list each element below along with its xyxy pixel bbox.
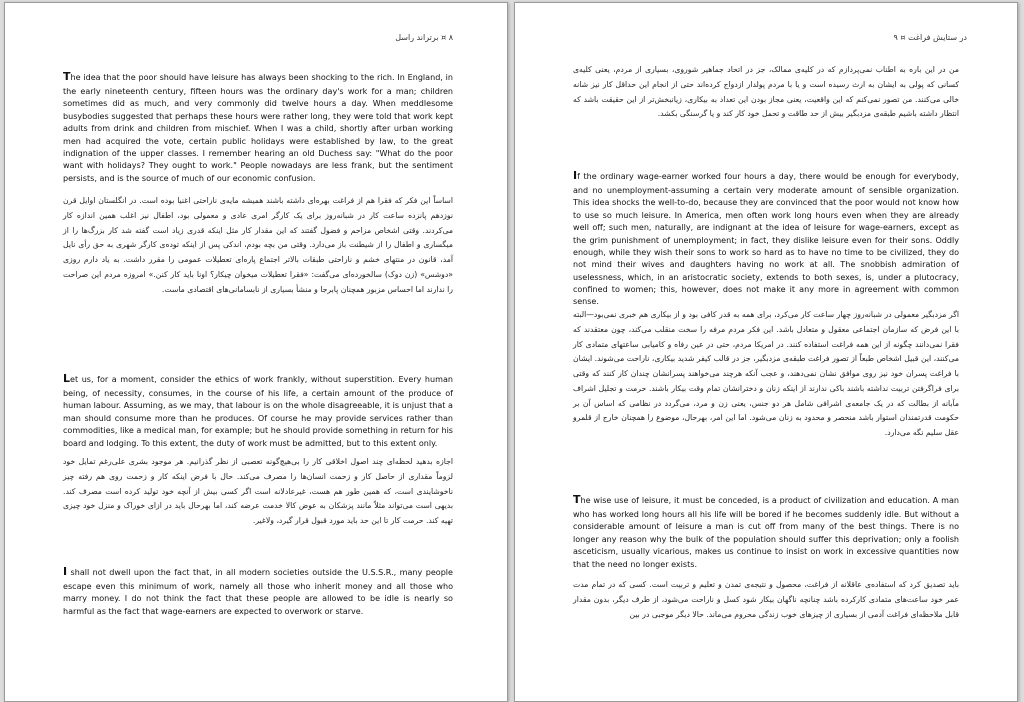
persian-paragraph: اساساً این فکر که فقرا هم از فراغت بهره‌ای داشته باشند همیشه مایه‌ی ناراحتی اغنیا بوده است. در انگلستان اوایل قرن نوزدهم پانزده ساعت کار در شبانه‌روز برای یک کارگر امری عادی و معمولی بود، اطفال نیز اغلب همین اندازه کار می‌کردند. وقتی اشخاص مزاحم و فضول گفتند که این مقدار کار مثل اینکه قدری زیاد است گفته شد کار بزرگ‌ها را از میگساری و اطفال را از شیطنت باز می‌دارد. وقتی من بچه بودم، اندکی پس از اینکه توده‌ی کارگر شهری به حق رأی نایل آمد، قانون در منتهای خشم و ناراحتی طبقات بالاتر اجتماع پاره‌ای تعطیلات عمومی را مقرر داشت. به یاد دارم روزی «دوشس» (زن دوک) سالخورده‌ای می‌گفت: «فقرا تعطیلات میخوان چیکار؟ اونا باید کار کنن.» امروزه مردم این صراحت را ندارند اما احساس مزبور همچنان پابرجا و منشأ بسیاری از نابسامانی‌های اقتصادی ماست. (63, 196, 453, 294)
paragraph-text: et us, for a moment, consider the ethics of work frankly, without superstition. Every human being, of necessity, consumes, in the course of his life, a certain amount of the produce of human labour. Assuming, as we may, that labour is on the whole disagreeable, it is unjust that a man should consume more than he produces. Of course he may provide services rather than commodities, like a medical man, for example; but he should provide something in return for his board and lodging. To this extent, the duty of work must be admitted, but to this extent only. (63, 375, 453, 448)
persian-paragraph: من در این باره به اطناب نمی‌پردازم که در کلیه‌ی ممالک، جز در اتحاد جماهیر شوروی، بسیاری از مردم، یعنی کلیه‌ی کسانی که پولی به ایشان به ارث رسیده است و یا با مردم پولدار ازدواج کرده‌اند حتی از انجام این حداقل کار نیز شانه خالی می‌کنند. من تصور نمی‌کنم که این واقعیت، یعنی مجاز بودن این تعداد به بیکاری، زیانبخش‌تر از این حقیقت باشد که انتظار داشته باشیم طبقه‌ی مزدبگیر بیش از حد طاقت و تحمل خود کار کند و یا گرسنگی بکشد. (573, 65, 959, 119)
english-paragraph (63, 69, 453, 185)
english-paragraph (63, 371, 453, 450)
paragraph-text: he idea that the poor should have leisure has always been shocking to the rich. In England, in the early nineteenth century, fifteen hours was the ordinary day's work for a man; children sometimes did as much, and very commonly did twelve hours a day. When meddlesome busybodies suggested that perhaps these hours were rather long, they were told that work kept adults from drink and children from mischief. When I was a child, shortly after urban working men had acquired the vote, certain public holidays were established by law, to the great indignation of the upper classes. I remember hearing an old Duchess say: "What do the poor want with holidays? They ought to work." People nowadays are less frank, but the sentiment persists, and is the source of much of our economic confusion. (63, 73, 453, 183)
english-paragraph (573, 492, 959, 571)
persian-paragraph: اجازه بدهید لحظه‌ای چند اصول اخلاقی کار را بی‌هیچ‌گونه تعصبی از نظر گذرانیم. هر موجود بشری علی‌رغم تمایل خود لزوماً مقداری از حاصل کار و زحمت انسان‌ها را مصرف می‌کند. حال با فرض اینکه کار و زحمت روی هم رفته چیز ناخوشایندی است، که همین طور هم هست، غیرعادلانه است اگر کسی بیش از آنچه خود تولید کرده است مصرف کند. بدیهی است می‌تواند مثلاً مانند پزشکان به عوض کالا خدمت عرضه کند، اما بهرحال باید در ازای خوراک و منزل خود چیزی تهیه کند. حرمت کار تا این حد باید مورد قبول قرار گیرد، ولاغیر. (63, 457, 453, 526)
drop-cap: T (63, 70, 71, 83)
left-page (4, 2, 508, 702)
drop-cap: T (573, 493, 581, 506)
paragraph-text: shall not dwell upon the fact that, in all modern societies outside the U.S.S.R., many people escape even this minimum of work, namely all those who inherit money and all those who marry money. I do not think the fact that these people are allowed to be idle is nearly so harmful as the fact that wage-earners are expected to overwork or starve. (63, 568, 453, 616)
right-page (514, 2, 1018, 702)
paragraph-text: he wise use of leisure, it must be conceded, is a product of civilization and education. A man who has worked long hours all his life will be bored if he becomes suddenly idle. But without a considerable amount of leisure a man is cut off from many of the best things. There is no longer any reason why the bulk of the population should suffer this deprivation; only a foolish asceticism, usually vicarious, makes us continue to insist on work in excessive quantities now that the need no longer exists. (573, 496, 959, 569)
persian-paragraph: اگر مزدبگیر معمولی در شبانه‌روز چهار ساعت کار می‌کرد، برای همه به قدر کافی بود و از بیکاری هم خبری نمی‌بود—البته با این فرض که سازمان اجتماعی معقول و متعادل باشد. این فکر مردم مرفه را سخت منقلب می‌کند، چون معتقدند که فقرا نمی‌دانند چگونه از این همه فراغت استفاده کنند. در امریکا مردم، حتی در عین رفاه و کامیابی ساعتهای متمادی کار می‌کنند، این قبیل اشخاص طبعاً از تصور فراغت طبقه‌ی مزدبگیر، جز در قالب کیفر شدید بیکاری، ناراحت می‌شوند. ایشان با فراغت پسران خود نیز روی موافق نشان نمی‌دهند، و عجب آنکه هرچند می‌خواهند پسرانشان چندان کار کنند که وقتی برای فراگرفتن تربیت نداشته باشند باکی ندارند از اینکه زنان و دخترانشان تمام وقت بیکار باشند. حرمت و تجلیل اشراف مآبانه از بطالت که در یک جامعه‌ی اشرافی شامل هر دو جنس، یعنی زن و مرد، می‌گردد در نظامی که اساس آن بر حکومت قدرتمندان استوار باشد منحصر و محدود به زنان می‌شود. اما این امر، بهرحال، موضوع را همچنان خارج از قلمرو عقل سلیم نگه می‌دارد. (573, 310, 959, 438)
english-paragraph (573, 168, 959, 309)
drop-cap: I (63, 565, 68, 578)
page-header: ۸ ¤ برتراند راسل (395, 33, 453, 42)
persian-paragraph: باید تصدیق کرد که استفاده‌ی عاقلانه از فراغت، محصول و نتیجه‌ی تمدن و تعلیم و تربیت است. کسی که در تمام مدت عمر خود ساعت‌های متمادی کارکرده باشد چنانچه ناگهان بیکار شود کسل و ناراحت می‌شود، از طرف دیگر، بدون مقدار قابل ملاحظه‌ای فراغت آدمی از بسیاری از چیزهای خوب زندگی محروم می‌ماند. حالا دیگر موجبی در بین (573, 580, 959, 619)
drop-cap: L (63, 372, 71, 385)
drop-cap: I (573, 169, 578, 182)
paragraph-text: f the ordinary wage-earner worked four hours a day, there would be enough for everybody, and no unemployment-assuming a certain very moderate amount of sensible organization. This idea shocks the well-to-do, because they are convinced that the poor would not know how to use so much leisure. In America, men often work long hours even when they are already well off; such men, naturally, are indignant at the idea of leisure for wage-earners, except as the grim punishment of unemployment; in fact, they dislike leisure even for their sons. Oddly enough, while they wish their sons to work so hard as to have no time to be civilized, they do not mind their wives and daughters having no work at all. The snobbish admiration of uselessness, which, in an aristocratic society, extends to both sexes, is, under a plutocracy, confined to women; this, however, does not make it any more in agreement with common sense. (573, 172, 959, 307)
page-header: در ستایش فراغت ¤ ۹ (893, 33, 967, 42)
english-paragraph (63, 564, 453, 618)
